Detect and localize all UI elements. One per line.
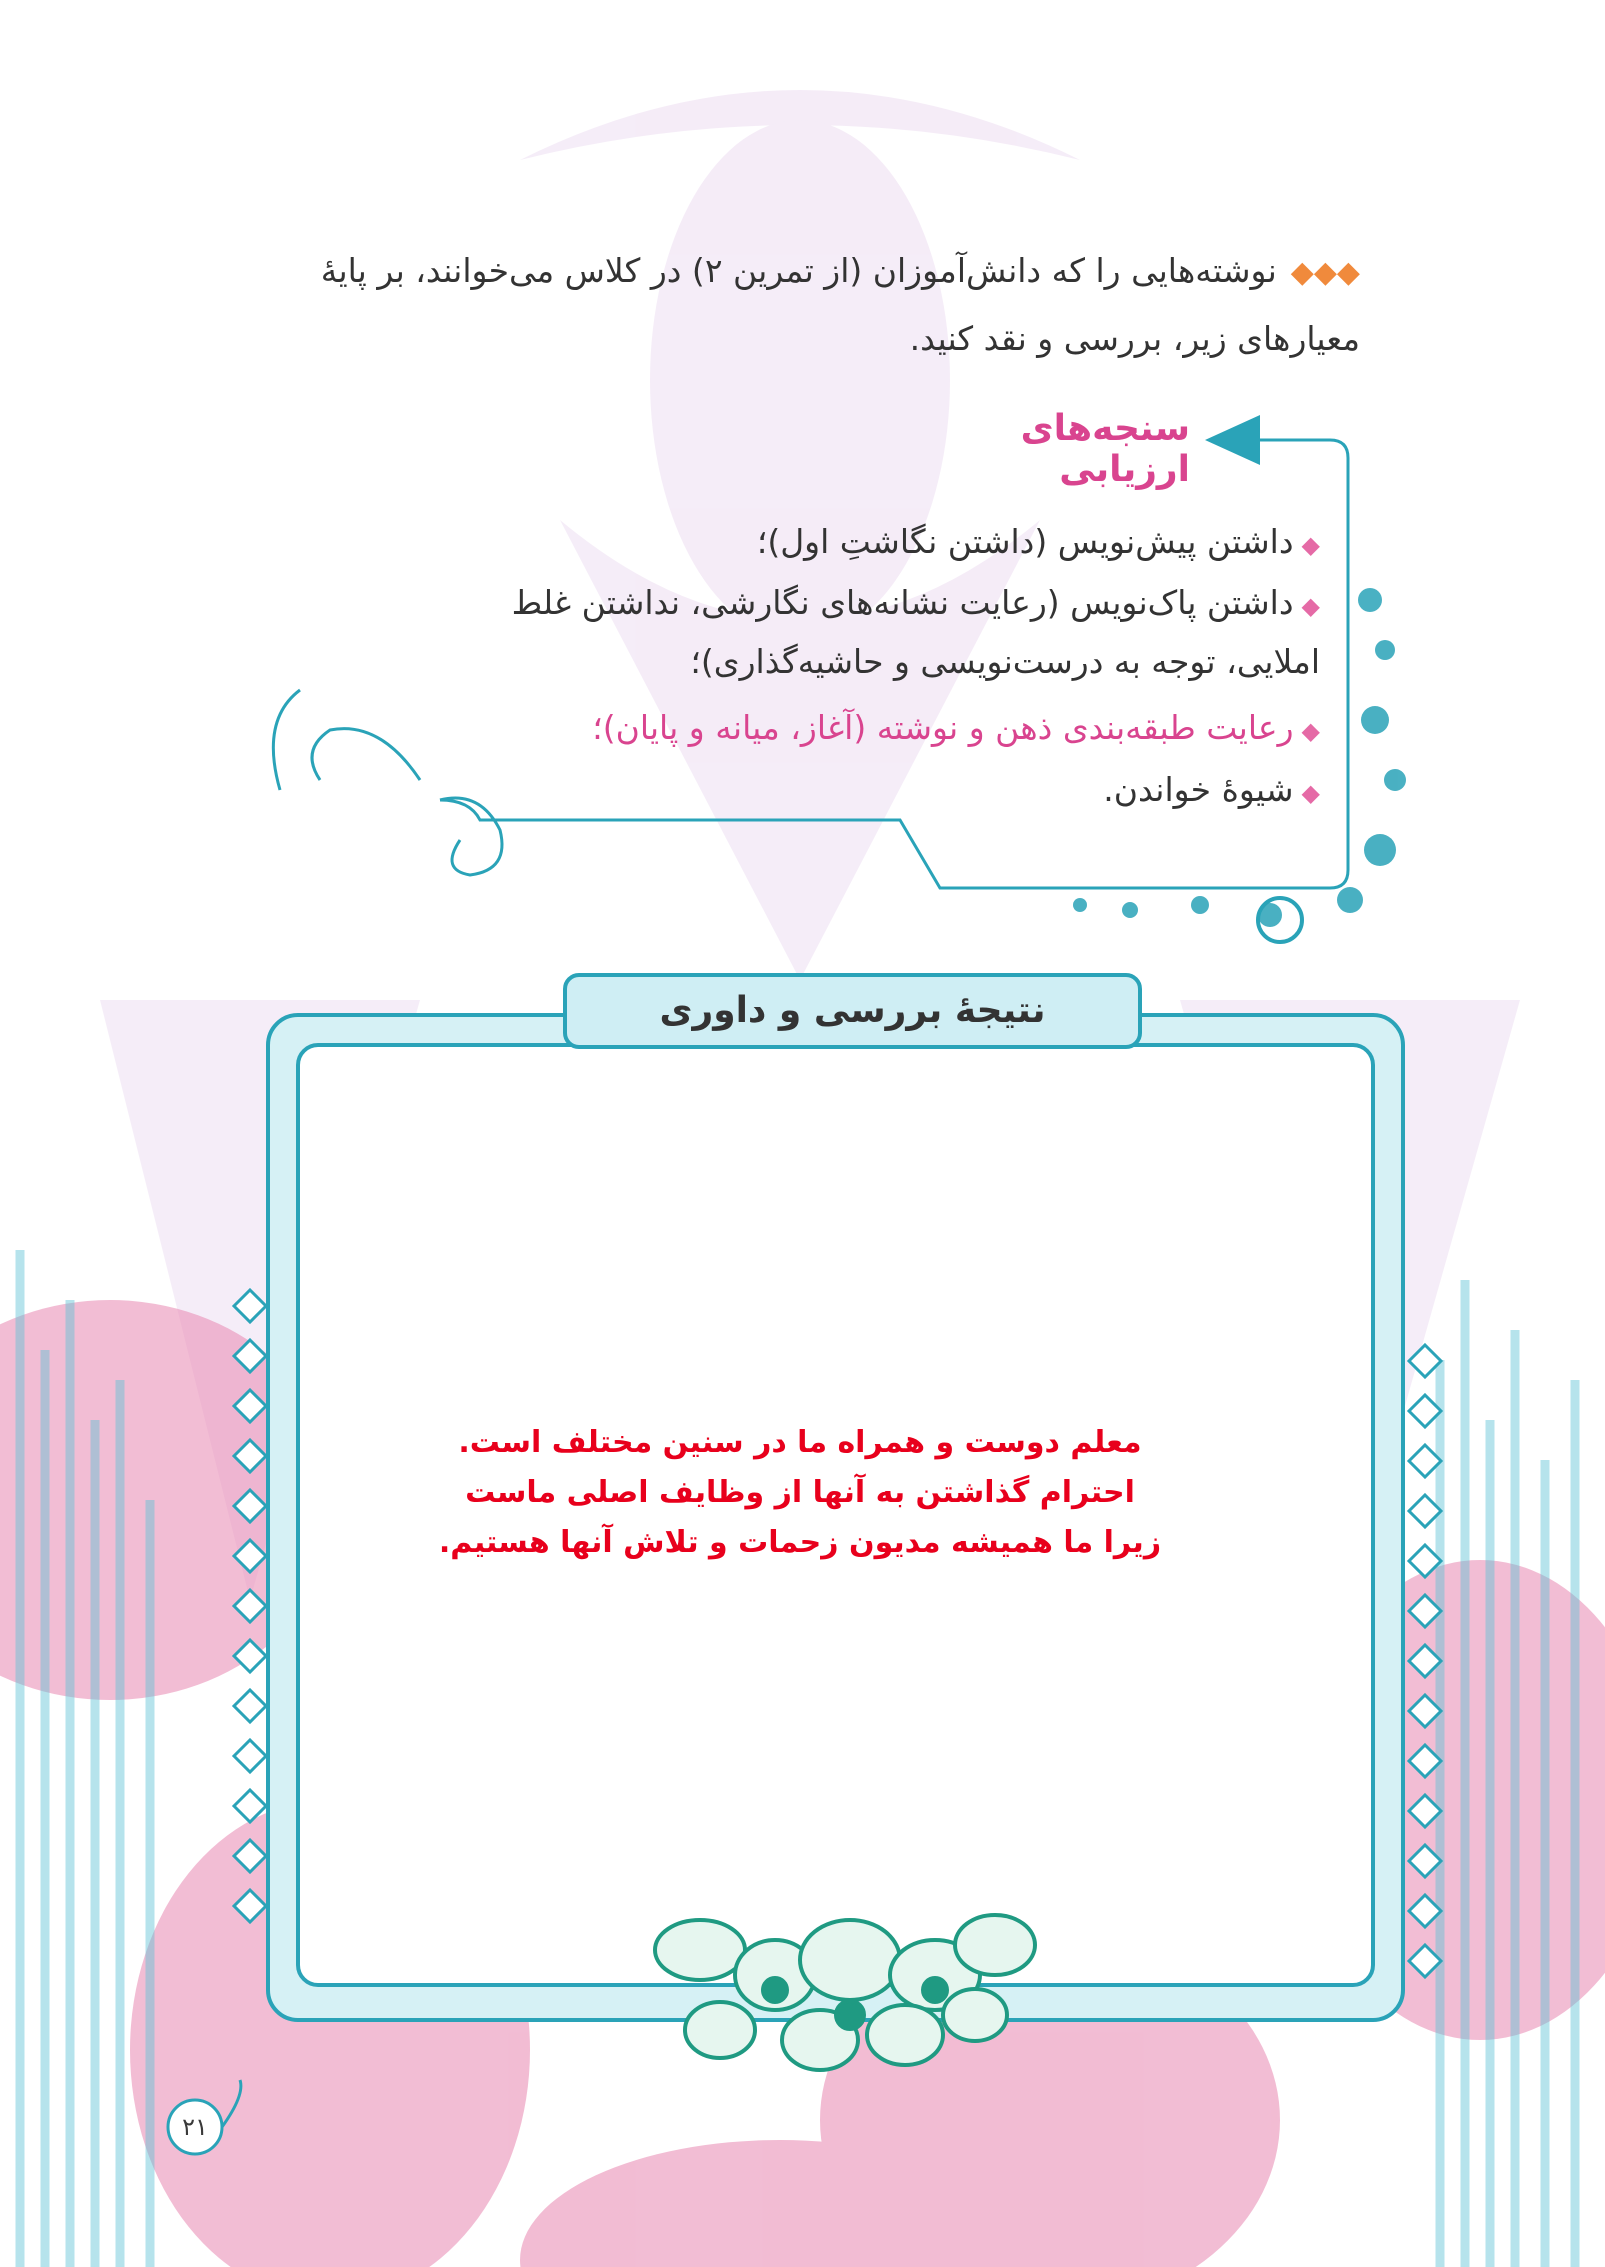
pink-diamond-icon: ◆ bbox=[1301, 531, 1320, 559]
result-title: نتیجهٔ بررسی و داوری bbox=[659, 990, 1046, 1031]
message-line: زیرا ما همیشه مدیون زحمات و تلاش آنها هستیم. bbox=[438, 1525, 1162, 1560]
criteria-title: سنجه‌های ارزیابی bbox=[1020, 408, 1190, 490]
criteria-item: ◆داشتن پیش‌نویس (داشتن نگاشتِ اول)؛ bbox=[756, 522, 1320, 561]
criteria-item: ◆شیوهٔ خواندن. bbox=[1103, 770, 1320, 809]
message-line: احترام گذاشتن به آنها از وظایف اصلی ماست bbox=[465, 1475, 1135, 1510]
pink-diamond-icon: ◆ bbox=[1301, 717, 1320, 745]
criteria-item: ◆رعایت طبقه‌بندی ذهن و نوشته (آغاز، میانه و پایان)؛ bbox=[592, 708, 1320, 747]
instruction-body: نوشته‌هایی را که دانش‌آموزان (از تمرین ۲) در کلاس می‌خوانند، بر پایهٔ معیارهای زیر، بررسی و نقد کنید. bbox=[320, 251, 1360, 358]
message-line: معلم دوست و همراه ما در سنین مختلف است. bbox=[458, 1425, 1142, 1460]
message-block bbox=[360, 1418, 1240, 1568]
instruction-text bbox=[270, 238, 1360, 372]
pink-diamond-icon: ◆ bbox=[1301, 592, 1320, 620]
pink-diamond-icon: ◆ bbox=[1301, 779, 1320, 807]
criteria-item: ◆داشتن پاک‌نویس (رعایت نشانه‌های نگارشی، نداشتن غلط املایی، توجه به درست‌نویسی و حاشیه‌گذاری)؛ bbox=[511, 583, 1320, 681]
orange-diamond-icon: ◆◆◆ bbox=[1290, 255, 1360, 290]
page-number: ۲۱ bbox=[182, 2113, 208, 2141]
title-arrow bbox=[1205, 415, 1260, 465]
